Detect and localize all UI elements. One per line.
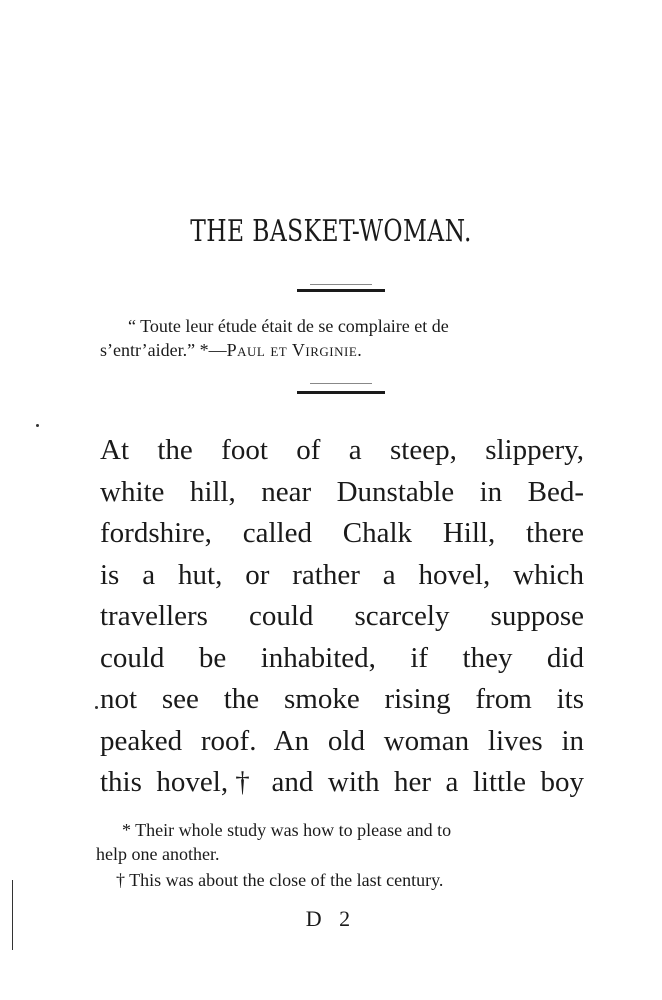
body-line: white hill, near Dunstable in Bed- [100, 475, 584, 508]
speck [95, 706, 98, 709]
epigraph [100, 314, 590, 362]
body-line: peaked roof. An old woman lives in [100, 724, 584, 757]
chapter-title: THE BASKET-WOMAN. [190, 214, 472, 249]
body-text [100, 430, 584, 804]
footnote-1-line-1: * Their whole study was how to please and to [122, 820, 452, 840]
page-edge-mark [12, 880, 13, 950]
footnotes [96, 818, 586, 892]
body-line: not see the smoke rising from its [100, 683, 584, 715]
signature-mark: D 2 [305, 906, 357, 931]
footnote-1-line-2: help one another. [96, 844, 220, 864]
thin-rule-top [310, 284, 372, 285]
body-line: is a hut, or rather a hovel, which [100, 558, 584, 591]
thin-rule-bottom [310, 383, 372, 384]
body-line: fordshire, called Chalk Hill, there [100, 517, 584, 549]
body-line: At the foot of a steep, slippery, [100, 434, 584, 466]
body-line: this hovel,† and with her a little boy [100, 766, 584, 798]
body-line: travellers could scarcely suppose [100, 600, 584, 632]
speck [36, 424, 39, 427]
epigraph-line-2 [100, 340, 362, 360]
epigraph-line-1: “ Toute leur étude était de se complaire et de [128, 316, 449, 336]
ornamental-rule-bottom [297, 391, 385, 394]
footnote-2: † This was about the close of the last century. [116, 870, 444, 890]
epigraph-attribution: Paul et Virginie. [226, 340, 363, 360]
ornamental-rule-top [297, 289, 385, 292]
body-line: could be inhabited, if they did [100, 641, 584, 674]
epigraph-quote-end: s’entr’aider.” *— [100, 340, 227, 360]
